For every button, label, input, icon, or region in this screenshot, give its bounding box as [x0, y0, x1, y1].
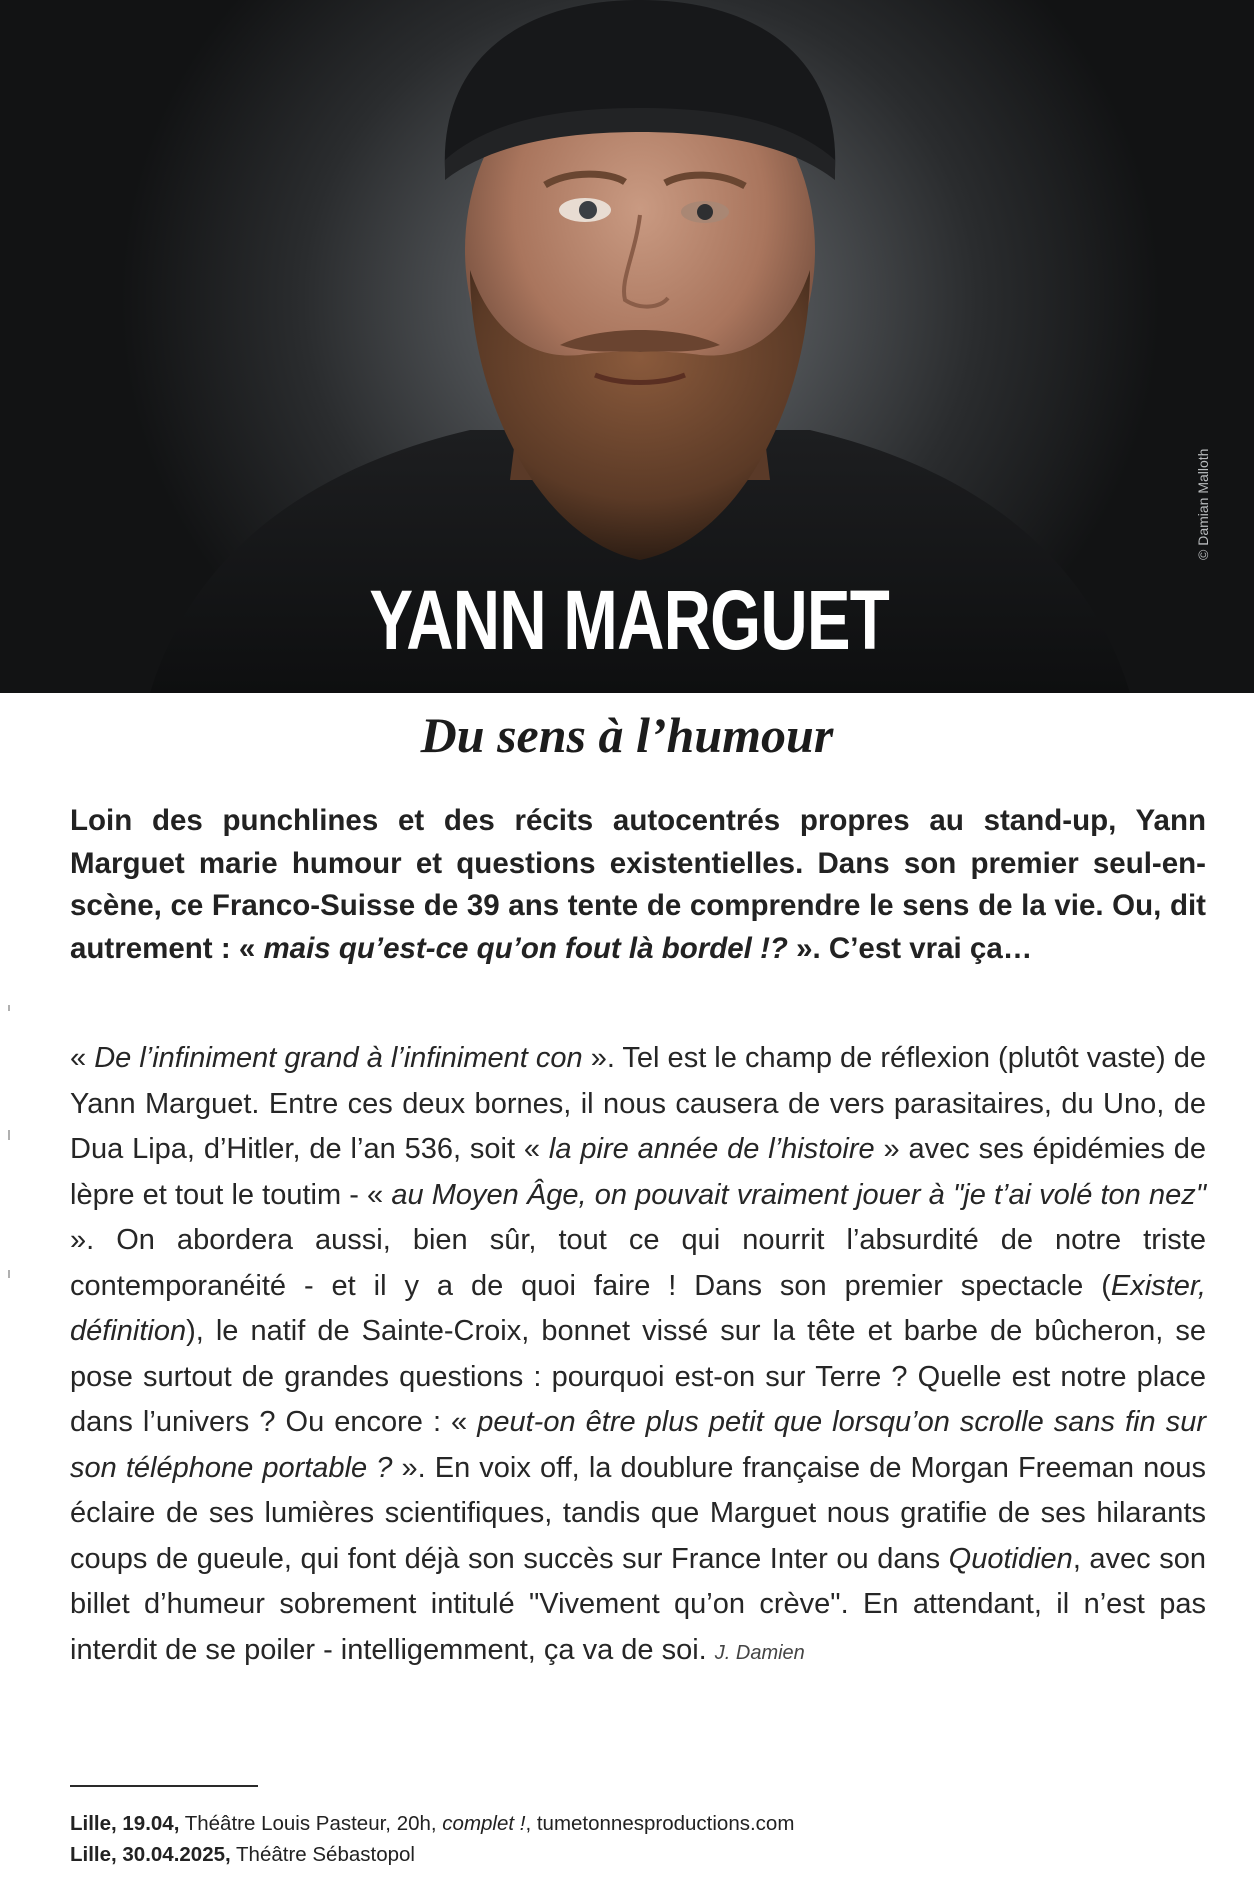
event-date-line — [70, 1839, 1206, 1870]
article-title: Du sens à l’humour — [420, 707, 834, 763]
text-run: , avec son billet d’humeur sobrement intitulé "Vivement qu’on crève". En attendant, il n’est pas interdit de se poiler - intelligemment, ça va de soi. — [70, 1542, 1206, 1666]
scan-mark — [8, 1005, 10, 1011]
text-run: , tumetonnesproductions.com — [525, 1812, 795, 1835]
article-body — [70, 1036, 1206, 1676]
text-run: peut-on être plus petit que lorsqu’on scrolle sans fin sur son téléphone portable ? — [70, 1406, 1206, 1484]
scan-mark — [8, 1130, 10, 1140]
text-run: Théâtre Sébastopol — [230, 1843, 415, 1866]
text-run: Lille, 19.04, — [70, 1812, 180, 1835]
text-run: complet ! — [442, 1812, 526, 1835]
text-run: » avec ses épidémies de lèpre et tout le toutim - « — [70, 1133, 1206, 1211]
article-body-text — [70, 1042, 1206, 1666]
photo-credit: © Damian Malloth — [1195, 448, 1211, 560]
text-run: ». En voix off, la doublure française de Morgan Freeman nous éclaire de ses lumières scientifiques, tandis que Marguet nous gratifie de ses hilarants coups de gueule, qui font déjà son succès sur France Inter ou dans — [70, 1451, 1206, 1575]
portrait-photo — [0, 0, 1254, 693]
author-signature: J. Damien — [714, 1641, 805, 1664]
text-run: De l’infiniment grand à l’infiniment con — [94, 1042, 583, 1074]
text-run: ». On abordera aussi, bien sûr, tout ce qui nourrit l’absurdité de notre triste contemporanéité - et il y a de quoi faire ! Dans son premier spectacle ( — [70, 1224, 1206, 1302]
event-dates — [70, 1808, 1206, 1870]
text-run: « — [70, 1042, 95, 1074]
text-run: ), le natif de Sainte-Croix, bonnet vissé sur la tête et barbe de bûcheron, se pose surtout de grandes questions : pourquoi est-on sur Terre ? Quelle est notre place dans l’univers ? Ou encore : « — [70, 1315, 1206, 1438]
text-run: Loin des punchlines et des récits autocentrés propres au stand-up, Yann Marguet marie humour et questions existentielles. Dans son premier seul-en-scène, ce Franco-Suisse de 39 ans tente de comprendre le sens de la vie. Ou, dit autrement : « — [70, 804, 1206, 965]
scan-mark — [8, 1270, 10, 1278]
text-run: au Moyen Âge, on pouvait vraiment jouer à "je t’ai volé ton nez" — [391, 1178, 1206, 1211]
event-date-line — [70, 1808, 1206, 1839]
text-run: Quotidien — [948, 1542, 1073, 1575]
artist-name: YANN MARGUET — [369, 573, 890, 667]
text-run: la pire année de l’histoire — [548, 1133, 875, 1165]
article-lead — [70, 800, 1206, 970]
text-run: ». Tel est le champ de réflexion (plutôt vaste) de Yann Marguet. Entre ces deux bornes, il nous causera de vers parasitaires, du Uno, de Dua Lipa, d’Hitler, de l’an 536, soit « — [70, 1042, 1206, 1165]
text-run: mais qu’est-ce qu’on fout là bordel !? — [263, 931, 788, 965]
divider — [70, 1785, 258, 1787]
text-run: ». C’est vrai ça… — [787, 931, 1033, 965]
text-run: Lille, 30.04.2025, — [70, 1843, 231, 1866]
text-run: Exister, définition — [70, 1269, 1206, 1347]
text-run: Théâtre Louis Pasteur, 20h, — [179, 1812, 443, 1835]
